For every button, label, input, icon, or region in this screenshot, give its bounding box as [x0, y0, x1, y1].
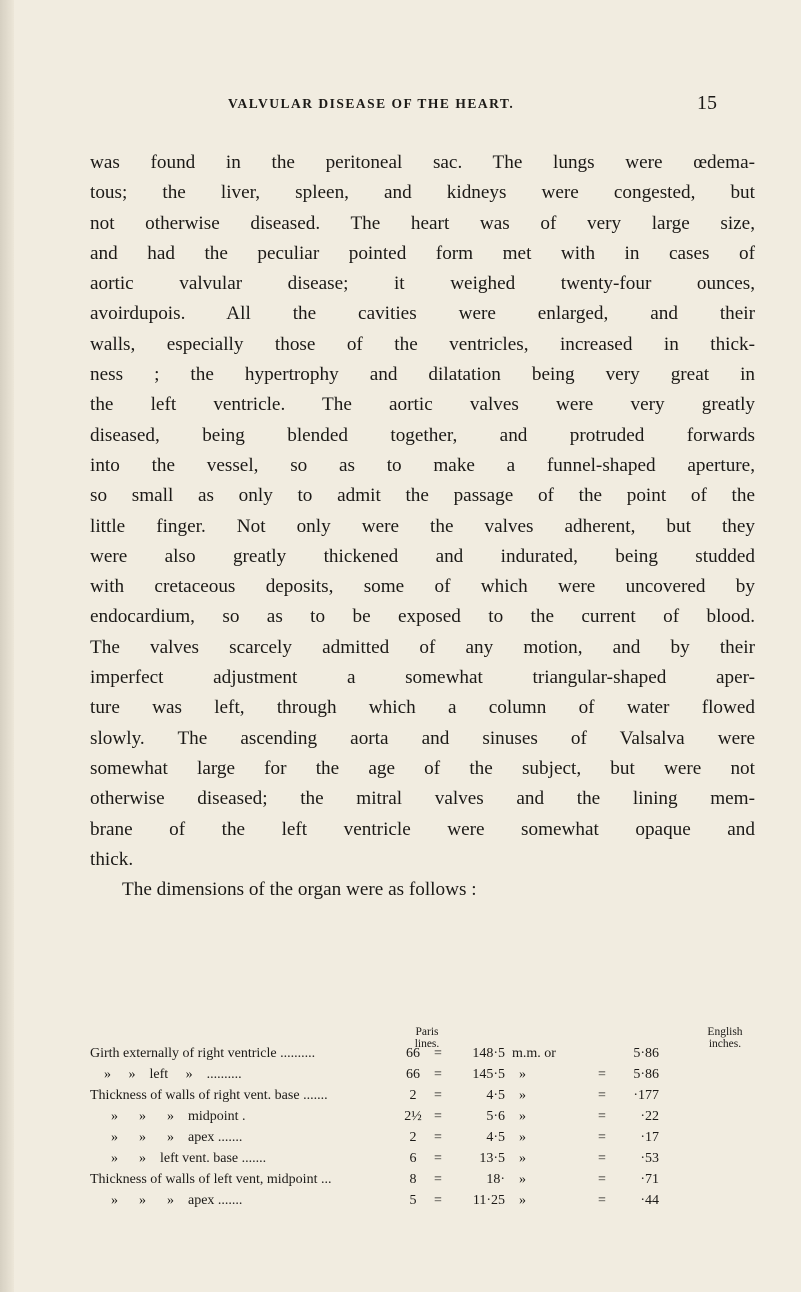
paris-lines-header: Paris lines.: [414, 1026, 440, 1050]
body-line: imperfect adjustment a somewhat triangular-shaped aper-: [90, 667, 755, 689]
body-line: slowly. The ascending aorta and sinuses of Valsalva were: [90, 727, 755, 749]
body-line: endocardium, so as to be exposed to the current of blood.: [90, 606, 755, 628]
table-row: [90, 1172, 760, 1192]
body-line: and had the peculiar pointed form met with in cases of: [90, 242, 755, 264]
inches-value: 5·86: [633, 1046, 659, 1061]
mm-value: 11·25: [472, 1193, 505, 1208]
row-label: » » » apex .......: [90, 1193, 243, 1208]
unit-text: m.m. or: [512, 1046, 556, 1061]
body-line: the left ventricle. The aortic valves were very greatly: [90, 394, 755, 416]
english-inches-header: English inches.: [707, 1026, 743, 1050]
mm-value: 5·6: [486, 1109, 505, 1124]
body-line: tous; the liver, spleen, and kidneys were congested, but: [90, 182, 755, 204]
equals-sign: =: [434, 1046, 442, 1061]
unit-text: »: [512, 1088, 526, 1103]
running-title: VALVULAR DISEASE OF THE HEART.: [228, 96, 515, 111]
equals-sign: =: [434, 1151, 442, 1166]
body-line: ness ; the hypertrophy and dilatation being very great in: [90, 364, 755, 386]
row-label: Thickness of walls of left vent, midpoint ...: [90, 1172, 332, 1187]
paris-value: 6: [409, 1151, 417, 1166]
equals-sign: =: [598, 1193, 606, 1208]
table-row: [90, 1193, 760, 1213]
body-line: brane of the left ventricle were somewhat opaque and: [90, 818, 755, 840]
equals-sign: =: [434, 1109, 442, 1124]
unit-text: »: [512, 1130, 526, 1145]
inches-value: ·17: [640, 1130, 659, 1145]
body-line: into the vessel, so as to make a funnel-shaped aperture,: [90, 454, 755, 476]
equals-sign: =: [434, 1067, 442, 1082]
equals-sign: =: [434, 1130, 442, 1145]
equals-sign: =: [598, 1088, 606, 1103]
body-line: with cretaceous deposits, some of which were uncovered by: [90, 576, 755, 598]
row-label: Thickness of walls of right vent. base .......: [90, 1088, 328, 1103]
inches-value: ·53: [640, 1151, 659, 1166]
body-line: walls, especially those of the ventricles, increased in thick-: [90, 333, 755, 355]
equals-sign: =: [598, 1130, 606, 1145]
body-line: aortic valvular disease; it weighed twenty-four ounces,: [90, 273, 755, 295]
table-row: [90, 1088, 760, 1108]
equals-sign: =: [434, 1088, 442, 1103]
equals-sign: =: [598, 1151, 606, 1166]
mm-value: 4·5: [486, 1130, 505, 1145]
inches-value: ·177: [633, 1088, 659, 1103]
paris-value: 66: [406, 1067, 420, 1082]
body-line: avoirdupois. All the cavities were enlarged, and their: [90, 303, 755, 325]
table-row: [90, 1151, 760, 1171]
paris-value: 66: [406, 1046, 420, 1061]
inches-value: ·44: [640, 1193, 659, 1208]
equals-sign: =: [598, 1172, 606, 1187]
body-line: ture was left, through which a column of water flowed: [90, 697, 755, 719]
mm-value: 148·5: [472, 1046, 505, 1061]
body-line: was found in the peritoneal sac. The lungs were œdema-: [90, 152, 755, 173]
mm-value: 18·: [486, 1172, 505, 1187]
body-line: so small as only to admit the passage of the point of the: [90, 485, 755, 507]
page-number: 15: [697, 92, 717, 114]
row-label: » » left » ..........: [90, 1067, 242, 1082]
equals-sign: =: [598, 1109, 606, 1124]
mm-value: 145·5: [472, 1067, 505, 1082]
inches-value: ·71: [640, 1172, 659, 1187]
unit-text: »: [512, 1109, 526, 1124]
page-binding-edge: [0, 0, 14, 1292]
body-line: thick.: [90, 848, 134, 870]
body-line: were also greatly thickened and indurated, being studded: [90, 545, 755, 567]
table-row: [90, 1046, 760, 1066]
body-line: otherwise diseased; the mitral valves and the lining mem-: [90, 788, 755, 810]
unit-text: »: [512, 1193, 526, 1208]
body-paragraph: [90, 148, 755, 905]
table-intro-line: The dimensions of the organ were as follows :: [122, 879, 477, 901]
unit-text: »: [512, 1151, 526, 1166]
body-line: diseased, being blended together, and protruded forwards: [90, 424, 755, 446]
table-row: [90, 1067, 760, 1087]
running-head: [0, 92, 801, 118]
unit-text: »: [512, 1172, 526, 1187]
paris-value: 5: [409, 1193, 417, 1208]
paris-value: 2½: [404, 1109, 422, 1124]
row-label: » » left vent. base .......: [90, 1151, 267, 1166]
paris-value: 8: [409, 1172, 417, 1187]
row-label: Girth externally of right ventricle ..........: [90, 1046, 316, 1061]
row-label: » » » apex .......: [90, 1130, 243, 1145]
inches-value: ·22: [640, 1109, 659, 1124]
paris-value: 2: [409, 1130, 417, 1145]
table-row: [90, 1109, 760, 1129]
equals-sign: =: [598, 1067, 606, 1082]
body-line: The valves scarcely admitted of any motion, and by their: [90, 636, 755, 658]
body-line: not otherwise diseased. The heart was of very large size,: [90, 212, 755, 234]
equals-sign: =: [434, 1193, 442, 1208]
row-label: » » » midpoint .: [90, 1109, 246, 1124]
equals-sign: =: [434, 1172, 442, 1187]
table-row: [90, 1130, 760, 1150]
inches-value: 5·86: [633, 1067, 659, 1082]
mm-value: 13·5: [479, 1151, 505, 1166]
body-line: somewhat large for the age of the subject, but were not: [90, 757, 755, 779]
mm-value: 4·5: [486, 1088, 505, 1103]
body-line: little finger. Not only were the valves adherent, but they: [90, 515, 755, 537]
paris-value: 2: [409, 1088, 417, 1103]
unit-text: »: [512, 1067, 526, 1082]
